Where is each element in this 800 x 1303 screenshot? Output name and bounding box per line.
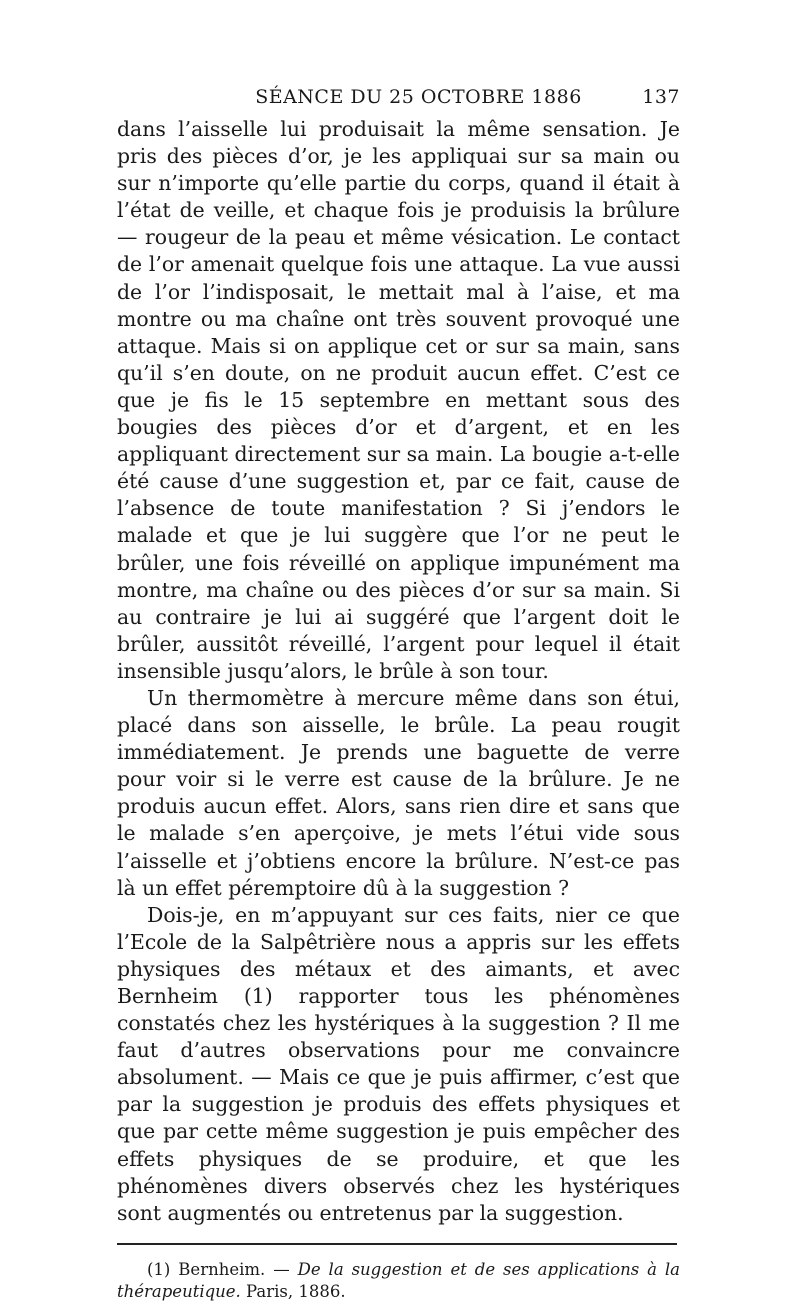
page-number: 137 (642, 86, 680, 108)
footnote-rule (117, 1243, 677, 1245)
footnote (117, 1259, 680, 1303)
running-head (117, 86, 680, 114)
paragraph: dans l’aisselle lui produisait la même sensation. Je pris des pièces d’or, je les appliquai sur sa main ou sur n’importe qu’elle partie du corps, quand il était à l’état de veille, et chaque fois je produisis la brûlure — rougeur de la peau et même vésication. Le contact de l’or amenait quelque fois une attaque. La vue aussi de l’or l’indisposait, le mettait mal à l’aise, et ma montre ou ma chaîne ont très souvent provoqué une attaque. Mais si on applique cet or sur sa main, sans qu’il s’en doute, on ne produit aucun effet. C’est ce que je fis le 15 septembre en mettant sous des bougies des pièces d’or et d’argent, et en les appliquant directement sur sa main. La bougie a-t-elle été cause d’une suggestion et, par ce fait, cause de l’absence de toute manifestation ? Si j’endors le malade et que je lui suggère que l’or ne peut le brûler, une fois réveillé on applique impunément ma montre, ma chaîne ou des pièces d’or sur sa main. Si au contraire je lui ai suggéré que l’argent doit le brûler, aussitôt réveillé, l’argent pour lequel il était insensible jusqu’alors, le brûle à son tour. (117, 117, 680, 683)
paragraph: Dois-je, en m’appuyant sur ces faits, nier ce que l’Ecole de la Salpêtrière nous a appris sur les effets physiques des métaux et des aimants, et avec Bernheim (1) rapporter tous les phénomènes constatés chez les hystériques à la suggestion ? Il me faut d’autres observations pour me convaincre absolument. — Mais ce que je puis affirmer, c’est que par la suggestion je produis des effets physiques et que par cette même suggestion je puis empêcher des effets physiques de se produire, et que les phénomènes divers observés chez les hystériques sont augmentés ou entretenus par la suggestion. (117, 902, 680, 1225)
running-head-title: SÉANCE DU 25 OCTOBRE 1886 (255, 86, 582, 108)
footnote-rest: Paris, 1886. (240, 1281, 346, 1301)
body-text (117, 116, 680, 1227)
book-page (117, 86, 680, 1303)
footnote-title: De la suggestion et de ses applications à la thérapeutique. (117, 1259, 680, 1301)
footnote-marker: (1) Bernheim. — (147, 1259, 298, 1279)
paragraph: Un thermomètre à mercure même dans son étui, placé dans son aisselle, le brûle. La peau rougit immédiatement. Je prends une baguette de verre pour voir si le verre est cause de la brûlure. Je ne produis aucun effet. Alors, sans rien dire et sans que le malade s’en aperçoive, je mets l’étui vide sous l’aisselle et j’obtiens encore la brûlure. N’est-ce pas là un effet péremptoire dû à la suggestion ? (117, 685, 680, 900)
